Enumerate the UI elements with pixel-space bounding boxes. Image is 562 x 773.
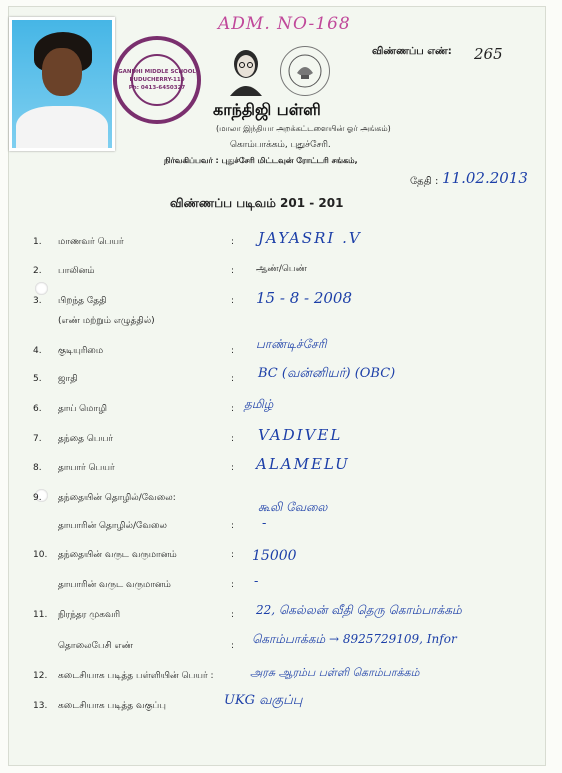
field-sublabel-date-of-birth: (எண் மற்றும் எழுத்தில்) [58, 316, 155, 326]
field-number: 11. [33, 610, 48, 620]
field-label-date-of-birth: பிறந்த தேதி [58, 296, 107, 306]
field-label-mother-occupation: தாயாரின் தொழில்/வேலை [58, 521, 167, 531]
field-value-last-class: UKG வகுப்பு [224, 693, 303, 708]
field-label-mother-income: தாயாரின் வருட வருமானம் [58, 580, 171, 590]
field-label-permanent-address: நிரந்தர முகவரி [58, 610, 121, 620]
field-number: 3. [33, 296, 42, 306]
field-label-student-name: மாணவர் பெயர் [58, 237, 124, 247]
field-number: 7. [33, 434, 42, 444]
application-number-label: விண்ணப்ப எண்: [372, 46, 452, 57]
seal-line-2: PUDUCHERRY-110 [129, 77, 185, 83]
photo-face [42, 48, 82, 96]
field-number: 1. [33, 237, 42, 247]
field-number: 8. [33, 463, 42, 473]
field-value-last-school: அரசு ஆரம்ப பள்ளி கொம்பாக்கம் [250, 666, 420, 679]
field-label-caste: ஜாதி [58, 374, 78, 384]
field-label-father-name: தந்தை பெயர் [58, 434, 113, 444]
field-label-last-class: கடைசியாக படித்த வகுப்பு [58, 701, 166, 711]
student-photo [9, 17, 115, 151]
field-number: 5. [33, 374, 42, 384]
administrator-line: நிர்வகிப்பவர் : புதுச்சேரி மிட்டவுன் ரோட்டரி சங்கம், [164, 156, 358, 165]
field-number: 12. [33, 671, 48, 681]
school-subtitle: (மாலா இந்தியா அறக்கட்டளையின் ஓர் அங்கம்) [216, 124, 391, 133]
field-number: 13. [33, 701, 48, 711]
seal-line-3: Ph: 0413-6450327 [128, 85, 186, 91]
seal-text [118, 54, 196, 106]
field-number: 2. [33, 266, 42, 276]
field-value-nationality: பாண்டிச்சேரி [256, 337, 327, 351]
field-value-father-income: 15000 [252, 548, 297, 564]
field-number: 6. [33, 404, 42, 414]
field-value-mother-income: - [254, 574, 259, 589]
school-address: கொம்பாக்கம், புதுச்சேரி. [230, 140, 331, 150]
gandhi-portrait-logo [224, 46, 268, 96]
field-value-gender: ஆண்/பெண் [256, 264, 308, 274]
date-value: 11.02.2013 [442, 169, 528, 187]
field-value-date-of-birth: 15 - 8 - 2008 [256, 289, 353, 307]
field-number: 4. [33, 346, 42, 356]
form-title: விண்ணப்ப படிவம் 201 - 201 [170, 196, 344, 210]
photo-shirt [16, 106, 108, 151]
field-number: 9. [33, 493, 42, 503]
field-label-nationality: குடியுரிமை [58, 346, 104, 356]
field-value-phone-number: கொம்பாக்கம் → 8925729109, Infor [252, 632, 457, 646]
field-value-mother-occupation: - [262, 516, 267, 531]
field-value-permanent-address: 22, கெல்லன் வீதி தெரு கொம்பாக்கம் [256, 603, 462, 617]
school-seal-stamp [113, 36, 201, 124]
seal-line-1: GANDHI MIDDLE SCHOOL [118, 69, 196, 75]
school-name: காந்திஜி பள்ளி [213, 100, 321, 119]
field-label-father-occupation: தந்தையின் தொழில்/வேலை: [58, 493, 176, 503]
field-value-father-occupation: கூலி வேலை [258, 500, 328, 514]
date-label: தேதி : [410, 176, 439, 187]
field-label-gender: பாலினம் [58, 266, 95, 276]
admission-number: ADM. NO-168 [218, 14, 351, 34]
rotary-emblem-logo [280, 46, 330, 96]
field-value-student-name: JAYASRI .V [258, 229, 362, 247]
field-number: 10. [33, 550, 48, 560]
punch-hole-top [35, 282, 48, 295]
field-value-mother-name: ALAMELU [256, 455, 350, 473]
field-value-caste: BC (வன்னியர்) (OBC) [258, 366, 396, 381]
field-label-last-school: கடைசியாக படித்த பள்ளியின் பெயர் : [58, 671, 214, 681]
application-number-value: 265 [474, 45, 503, 63]
field-label-mother-name: தாயார் பெயர் [58, 463, 115, 473]
field-value-father-name: VADIVEL [258, 426, 343, 444]
field-label-mother-tongue: தாய் மொழி [58, 404, 107, 414]
field-value-mother-tongue: தமிழ் [244, 397, 274, 411]
field-label-phone-number: தொலைபேசி எண் [58, 641, 134, 651]
field-label-father-income: தந்தையின் வருட வருமானம் [58, 550, 177, 560]
